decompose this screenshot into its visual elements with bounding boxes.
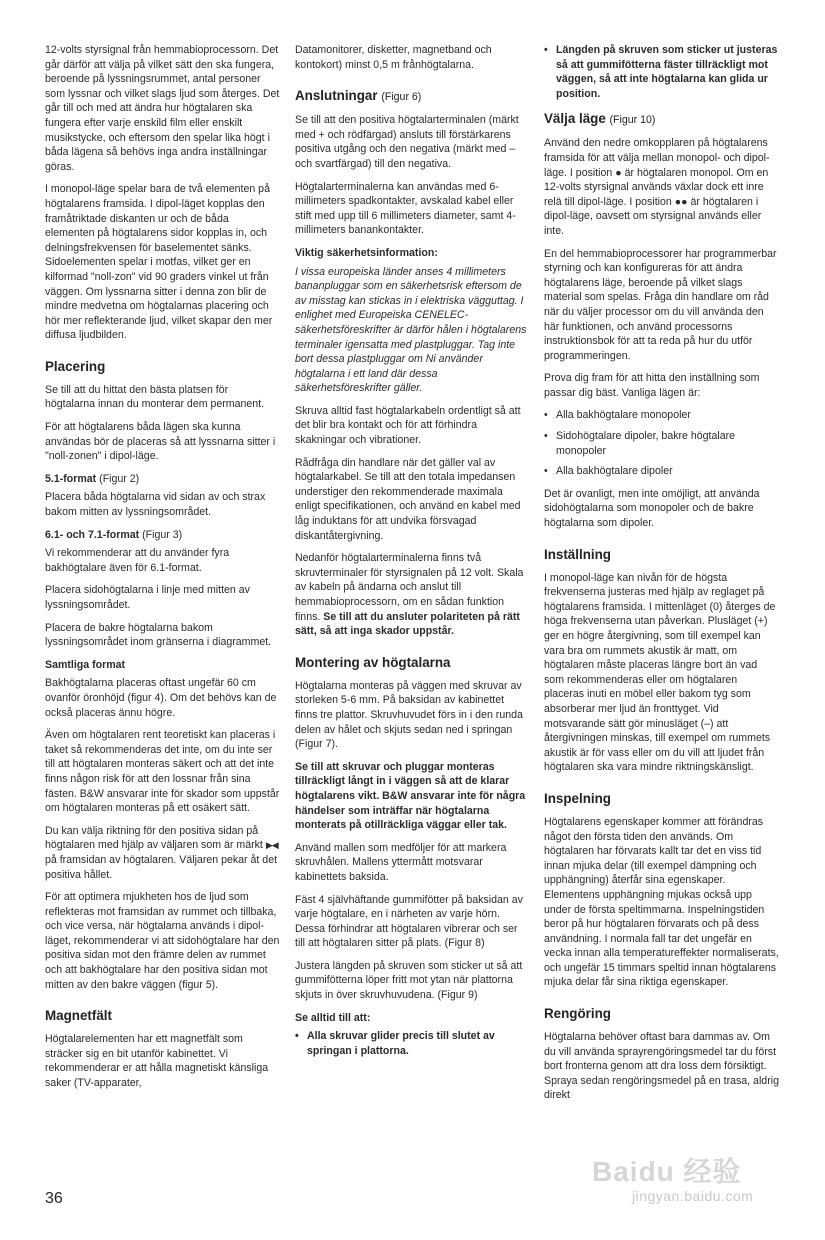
heading-anslutningar: Anslutningar (Figur 6) bbox=[295, 88, 422, 104]
safety-paragraph: I vissa europeiska länder anses 4 millimeters bananpluggar som en säkerhetsrisk eftersom de av misstag kan stickas in i elektriska vägguttag. I enlighet med Europeiska CENELEC-säkerhetsföreskrifter är därför hålen i högtalarens terminaler igensatta med plastpluggar. Tag inte bort dessa plastpluggar om Ni använder högtalarna i ett land där dessa säkerhetsföreskrifter gäller. bbox=[295, 265, 527, 395]
subheading-61-71-format: 6.1- och 7.1-format (Figur 3) bbox=[45, 528, 183, 541]
list-item: • Längden på skruven som sticker ut justeras så att gummifötterna fäster tillräckligt mot väggen, så att inte högtalarna kan glida ur position. bbox=[544, 43, 780, 101]
paragraph: Se till att den positiva högtalarterminalen (märkt med + och rödfärgad) ansluts till förstärkarens positiva utgång och den negativa (märkt med – och svartfärgad) till den negativa. bbox=[295, 114, 519, 170]
paragraph: Högtalarens egenskaper kommer att förändras något den första tiden den används. Om högtalaren har förvarats kallt tar det en viss tid innan mjuka delar (till exempel dämpning och upphängning) återfår sina egenskaper. Elementens upphängning mjukas också upp under de första speltimmarna. Inspelningstiden beror på hur högtalaren förvarats och på dess användning. I normala fall tar det ungefär en vecka innan alla temperatureffekter normaliserats, och ungefär 15 timmars speltid innan högtalarens mjuka delar får sina riktiga egenskaper. bbox=[544, 815, 779, 989]
subheading-se-alltid: Se alltid till att: bbox=[295, 1011, 371, 1024]
text-column-2 bbox=[295, 43, 528, 1066]
watermark-logo: Baidu 经验 bbox=[592, 1156, 742, 1187]
paragraph: Rådfråga din handlare när det gäller val av högtalarkabel. Se till att den totala impedansen understiger den rekommenderade maximala enligt specifikationen, och använd en kabel med låg induktans för att undvika försvagad diskantåtergivning. bbox=[295, 456, 521, 542]
text-column-1 bbox=[45, 43, 281, 1099]
paragraph: Placera de bakre högtalarna bakom lyssningsområdet inom gränserna i diagrammet. bbox=[45, 621, 272, 649]
paragraph: Högtalarna behöver oftast bara dammas av. Om du vill använda sprayrengöringsmedel tar du först bort fronterna genom att dra loss dem försiktigt. Spraya sedan rengöringsmedel på en trasa, aldrig direkt bbox=[544, 1031, 779, 1102]
list-item: • Alla skruvar glider precis till slutet av springan i plattorna. bbox=[295, 1029, 528, 1058]
warning-paragraph: Se till att skruvar och pluggar monteras tillräckligt långt in i väggen så att de klarar högtalarens vikt. B&W ansvarar inte för några händelser som inträffar när högtalarna monterats på otillräckliga väggar eller tak. bbox=[295, 760, 526, 832]
heading-rengoring: Rengöring bbox=[544, 1006, 611, 1022]
paragraph: Se till att du hittat den bästa platsen för högtalarna innan du monterar dem permanent. bbox=[45, 383, 265, 411]
paragraph: 12-volts styrsignal från hemmabioprocessorn. Det går därför att välja på vilket sätt den ska fungera, beroende på lyssningsrummet, antal personer som lyssnar och vilket slags ljud som återges. Det går till och med att ändra hur högtalaren ska fungera efter varje enskild film eller enskilt musikstycke, och eftersom den spelar lika högt i båda lägena så behövs inga andra inställningar göras. bbox=[45, 44, 280, 173]
paragraph: Datamonitorer, disketter, magnetband och kontokort) minst 0,5 m frånhögtalarna. bbox=[295, 44, 492, 71]
paragraph: Skruva alltid fast högtalarkabeln ordentligt så att det blir bra kontakt och för att förhindra skakningar och vibrationer. bbox=[295, 404, 521, 447]
paragraph: Högtalarna monteras på väggen med skruvar av storleken 5-6 mm. På baksidan av kabinettet finns tre plattor. Skruvhuvudet förs in i den runda delen av hålet och skjuts sedan ned i springan (Figur 7). bbox=[295, 679, 523, 751]
dipol-position-icon: ●● bbox=[674, 195, 688, 208]
heading-montering: Montering av högtalarna bbox=[295, 654, 451, 670]
paragraph: För att optimera mjukheten hos de ljud som reflekteras mot framsidan av rummet och tillbaka, och vice versa, när högtalarna används i dipol-läget, rekommenderar vi att sidohögtalare har den positiva sidan mot den främre delen av rummet och att bakhögtalare har den positiva sidan mot mitten av den bakre väggen (figur 5). bbox=[45, 891, 280, 991]
paragraph: Bakhögtalarna placeras oftast ungefär 60 cm ovanför öronhöjd (figur 4). Om det behövs kan de också placeras ännu högre. bbox=[45, 677, 277, 719]
paragraph: Det är ovanligt, men inte omöjligt, att använda sidohögtalarna som monopoler och de bakre högtalarna som dipoler. bbox=[544, 487, 760, 530]
paragraph: Du kan välja riktning för den positiva sidan på högtalaren med hjälp av väljaren som är märkt ▶◀ på framsidan av högtalaren. Väljaren pekar åt det positiva hållet. bbox=[45, 824, 278, 881]
paragraph: I monopol-läge kan nivån för de högsta frekvenserna justeras med hjälp av reglaget på högtalarens framsida. I mittenläget (0) återges de höga frekvenserna utan påverkan. Plusläget (+) ger en högre återgivning, som till exempel kan vara bra om rummets akustik är matt, om högtalaren måste placeras längre bort än vad som rekommenderas eller om högtalaren placeras inuti en möbel eller bakom tyg som absorberar mer ljud än fronttyget. Vid motsvarande sätt gör minusläget (–) att återgivningen minskas, till exempel om rummets akustik är för vass eller om du vill att ljudet från högtalaren ska vara mindre riktningskänsligt. bbox=[544, 571, 776, 774]
paragraph: Högtalarelementen har ett magnetfält som sträcker sig en bit utanför kabinettet. Vi rekommenderar er att hålla magnetiskt känsliga saker (TV-apparater, bbox=[45, 1033, 269, 1090]
paragraph: Använd mallen som medföljer för att markera skruvhålen. Mallens yttermått motsvarar kabinettets baksida. bbox=[295, 841, 507, 883]
paragraph: Använd den nedre omkopplaren på högtalarens framsida för att välja mellan monopol- och dipol-läge. I position ● är högtalaren monopol. Om en 12-volts styrsignal används växlar dock ett inre relä till dipol-läge. I position ●● är högtalaren i dipol-läge, oavsett om styrsignal används eller inte. bbox=[544, 137, 770, 237]
checklist-continued bbox=[544, 43, 780, 101]
list-item: • Alla bakhögtalare dipoler bbox=[544, 464, 780, 479]
modes-list bbox=[544, 408, 780, 478]
paragraph: I monopol-läge spelar bara de två elementen på högtalarens framsida. I dipol-läget kopplas den framåtriktade diskanten ur och de båda elementen på högtalarens sidor kopplas in, och delningsfrekvensen för baselementet sänks. Sidoelementen spelar i motfas, vilket ger en kilformad "noll-zon" vid 90 graders vinkel ut från väggen. Om lyssnarna sitter i denna zon blir de mindre medvetna om högtalarnas placering och hör mer reflekterande ljud, vilket skapar den mer diffusa ljudbilden. bbox=[45, 183, 273, 342]
list-item: • Alla bakhögtalare monopoler bbox=[544, 408, 780, 423]
paragraph: Även om högtalaren rent teoretiskt kan placeras i taket så rekommenderas det inte, om du inte ser till att högtalaren monteras säkert och att det inte finns någon risk för att den lossnar från sina fästen. B&W ansvarar inte för skador som uppstår om högtalaren monteras på ett osäkert sätt. bbox=[45, 729, 280, 815]
paragraph: Högtalarterminalerna kan användas med 6-millimeters spadkontakter, avskalad kabel eller stift med upp till 6 millimeters diameter, samt 4-millimeters banankontakter. bbox=[295, 180, 516, 237]
paragraph: Fäst 4 självhäftande gummifötter på baksidan av varje högtalare, en i närheten av varje hörn. Dessa förhindrar att högtalaren vibrerar och ser till att högtalaren sitter på plats. (Figur 8) bbox=[295, 893, 523, 950]
paragraph: Placera sidohögtalarna i linje med mitten av lyssningsområdet. bbox=[45, 584, 250, 611]
subheading-safety-info: Viktig säkerhetsinformation: bbox=[295, 246, 438, 259]
checklist bbox=[295, 1029, 528, 1058]
polarity-selector-icon: ▶◀ bbox=[265, 840, 278, 851]
heading-magnetfalt: Magnetfält bbox=[45, 1008, 112, 1024]
paragraph: En del hemmabioprocessorer har programmerbar styrning och kan konfigureras för att ändra högtalarens läge, beroende på vilket slags material som spelas. Fråga din handlare om råd när du väljer processor om du vill använda den här funktionen, och använd processorns instruktionsbok för att ta reda på hur du utför programmeringen. bbox=[544, 247, 777, 362]
monopol-position-icon: ● bbox=[615, 166, 622, 179]
heading-placering: Placering bbox=[45, 358, 106, 374]
heading-installning: Inställning bbox=[544, 546, 611, 562]
text-column-3 bbox=[544, 43, 780, 1111]
paragraph: För att högtalarens båda lägen ska kunna användas bör de placeras så att lyssnarna sitter i "noll-zonen" i dipol-läge. bbox=[45, 421, 276, 463]
heading-valja-lage: Välja läge (Figur 10) bbox=[544, 111, 656, 127]
paragraph: Placera båda högtalarna vid sidan av och strax bakom mitten av lyssningsområdet. bbox=[45, 491, 266, 519]
heading-inspelning: Inspelning bbox=[544, 790, 611, 806]
paragraph: Vi rekommenderar att du använder fyra bakhögtalare även för 6.1-format. bbox=[45, 547, 230, 574]
paragraph: Nedanför högtalarterminalerna finns två skruvterminaler för styrsignalen på 12 volt. Skala av kabeln på ändarna och anslut till hemmabioprocessorn, om en sådan funktion finns. Se till att du ansluter polariteten på rätt sätt, så att inga skador uppstår. bbox=[295, 552, 524, 638]
watermark-url: jingyan.baidu.com bbox=[632, 1188, 754, 1204]
paragraph: Prova dig fram för att hitta den inställning som passar dig bäst. Vanliga lägen är: bbox=[544, 372, 760, 399]
page-number: 36 bbox=[45, 1190, 63, 1207]
subheading-51-format: 5.1-format (Figur 2) bbox=[45, 472, 140, 485]
paragraph: Justera längden på skruven som sticker ut så att gummifötterna löper fritt mot ytan när plattorna skjuts in över skruvhuvudena. (Figur 9) bbox=[295, 959, 523, 1002]
subheading-samtliga-format: Samtliga format bbox=[45, 658, 126, 671]
list-item: • Sidohögtalare dipoler, bakre högtalare monopoler bbox=[544, 429, 780, 458]
